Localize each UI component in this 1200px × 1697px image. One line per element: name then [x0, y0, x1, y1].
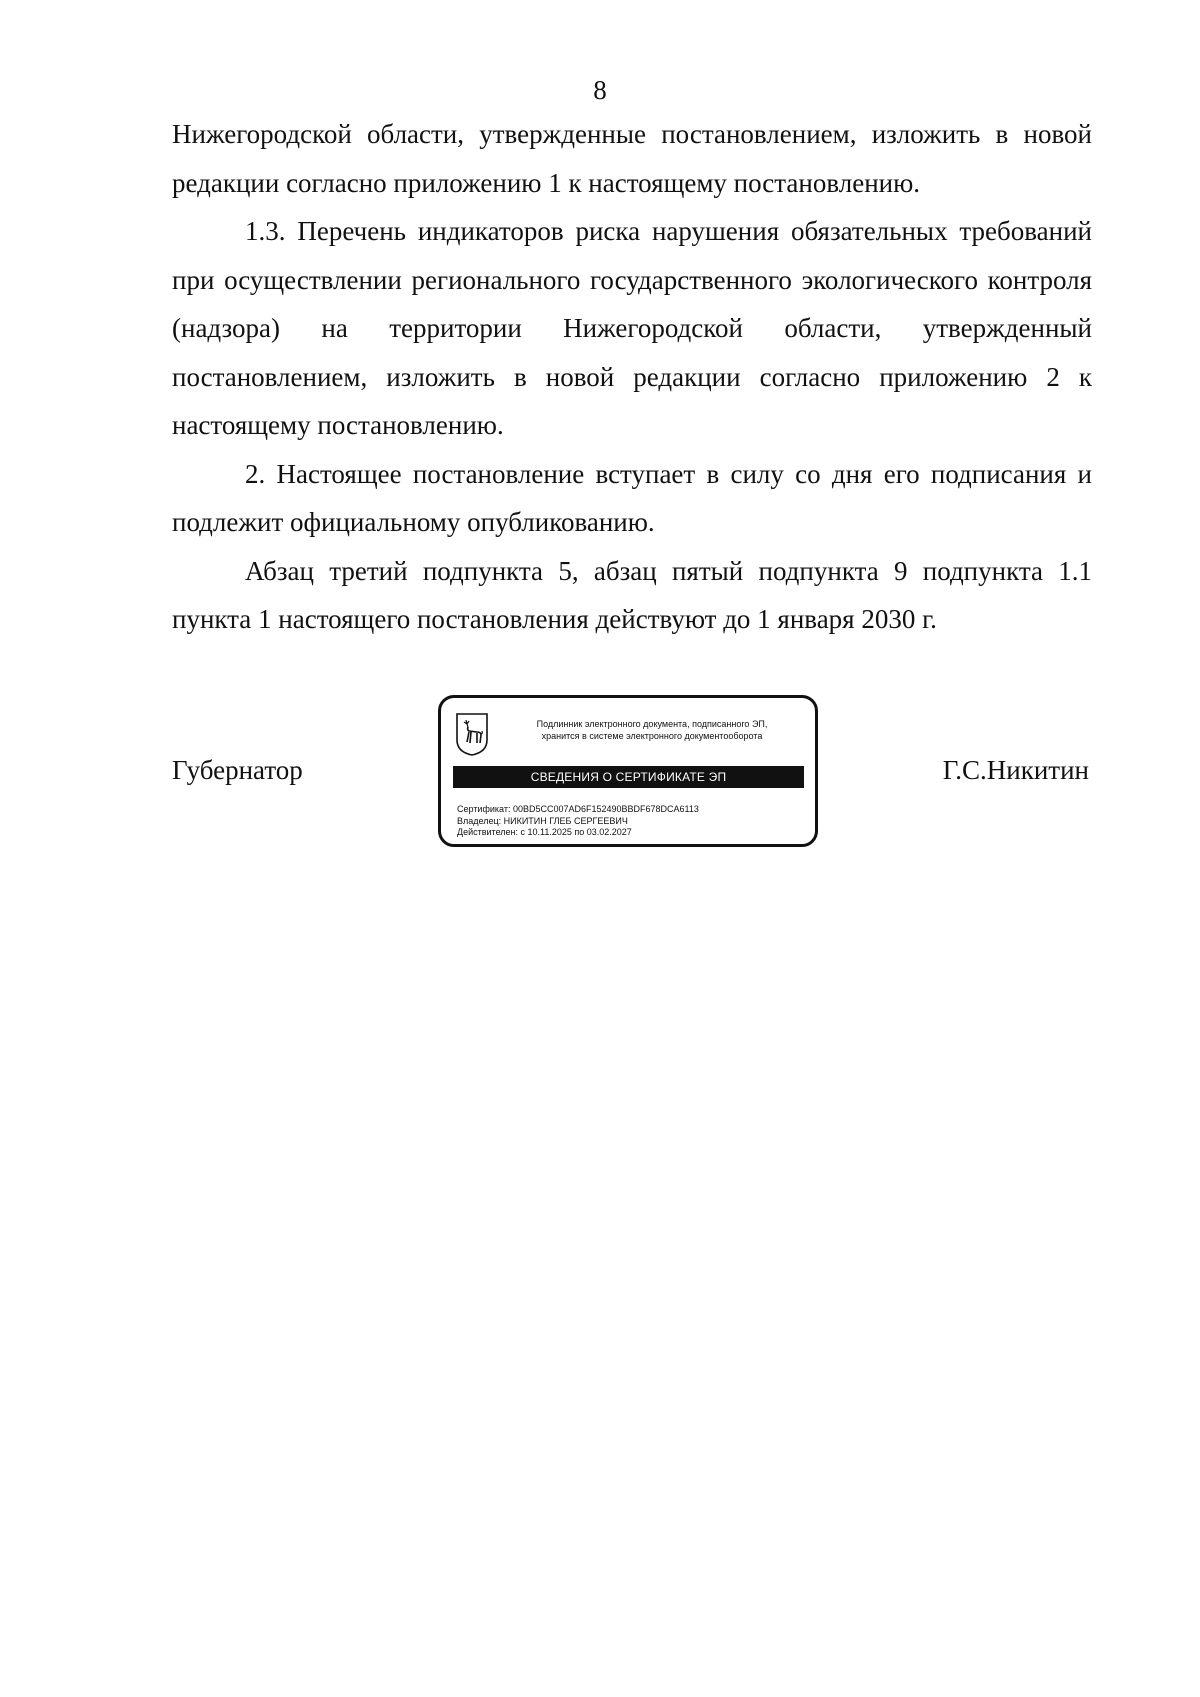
certificate-owner: Владелец: НИКИТИН ГЛЕБ СЕРГЕЕВИЧ — [457, 815, 628, 826]
stamp-certificate-details — [457, 804, 699, 839]
stamp-header — [497, 718, 807, 742]
paragraph-continuation: Нижегородской области, утвержденные постановлением, изложить в новой редакции согласно приложению 1 к настоящему постановлению. — [172, 119, 1092, 198]
electronic-signature-stamp — [438, 695, 818, 847]
paragraph-item-2: 2. Настоящее постановление вступает в силу со дня его подписания и подлежит официальному опубликованию. — [172, 458, 1092, 537]
signer-position: Губернатор — [172, 755, 303, 785]
certificate-number: Сертификат: 00BD5CC007AD6F152490BBDF678DCA6113 — [457, 804, 699, 814]
document-body — [172, 110, 1092, 644]
stamp-title-bar: СВЕДЕНИЯ О СЕРТИФИКАТЕ ЭП — [453, 766, 804, 788]
signature-block — [172, 695, 1092, 855]
paragraph-validity: Абзац третий подпункта 5, абзац пятый подпункта 9 подпункта 1.1 пункта 1 настоящего постановления действуют до 1 января 2030 г. — [172, 555, 1092, 634]
page-number: 8 — [593, 75, 607, 105]
stamp-header-line: Подлинник электронного документа, подписанного ЭП, — [536, 719, 768, 729]
signer-name: Г.С.Никитин — [942, 755, 1089, 785]
certificate-validity: Действителен: с 10.11.2025 по 03.02.2027 — [457, 827, 632, 837]
deer-coat-of-arms-icon — [455, 712, 489, 756]
stamp-header-line: хранится в системе электронного документооборота — [541, 731, 763, 741]
paragraph-item-1-3: 1.3. Перечень индикаторов риска нарушения обязательных требований при осуществлении регионального государственного экологического контроля (надзора) на территории Нижегородской области, утвержденный постановлением, изложить в новой редакции согласно приложению 2 к настоящему постановлению. — [172, 216, 1092, 440]
